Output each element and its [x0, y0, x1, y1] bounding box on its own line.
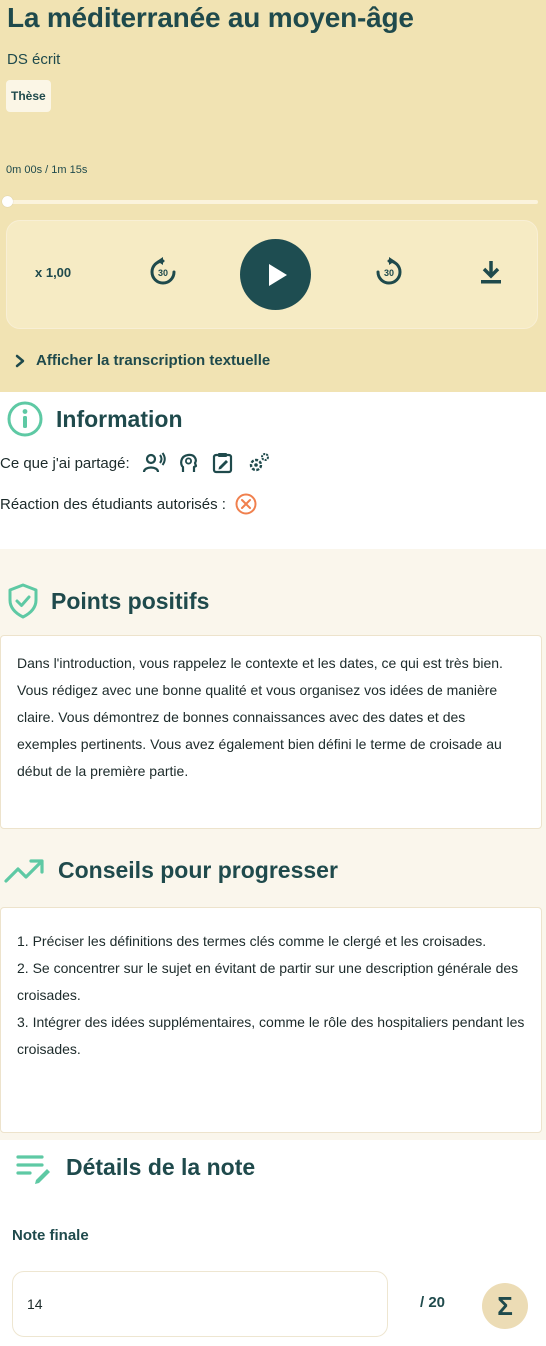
assignment-type: DS écrit: [7, 51, 61, 68]
forward-icon: [373, 256, 405, 288]
positives-card: [0, 635, 542, 829]
information-heading: Information: [6, 400, 183, 438]
advice-card: [0, 907, 542, 1133]
speed-button[interactable]: x 1,00: [35, 265, 72, 280]
progress-thumb[interactable]: [2, 196, 13, 207]
shared-row: [0, 452, 271, 474]
info-icon: [6, 400, 44, 438]
forward-30-button[interactable]: [373, 256, 405, 288]
audio-header: [0, 0, 546, 392]
positives-text: Dans l'introduction, vous rappelez le contexte et les dates, ce qui est très bien. Vous rédigez avec une bonne qualité et vous organisez vos idées de manière claire. Vous démontrez de bonnes connaissances avec des dates et des exemples pertinents. Vous avez également bien défini le terme de croisade au début de la première partie.: [17, 655, 503, 779]
sum-button[interactable]: Σ: [482, 1283, 528, 1329]
positives-section: [0, 549, 546, 850]
trending-up-icon: [4, 858, 46, 884]
information-section: [0, 392, 546, 549]
grade-heading: Détails de la note: [16, 1150, 255, 1184]
voice-icon: [142, 452, 166, 474]
rewind-30-button[interactable]: [147, 256, 179, 288]
player-controls: [6, 220, 538, 329]
edit-note-icon: [212, 452, 234, 474]
not-allowed-icon: [234, 492, 258, 516]
svg-text:30: 30: [383, 268, 395, 278]
final-grade-label: Note finale: [12, 1227, 89, 1244]
brain-head-icon: [179, 452, 199, 474]
page-title: La méditerranée au moyen-âge: [7, 2, 414, 33]
rewind-icon: [147, 256, 179, 288]
download-button[interactable]: [477, 258, 505, 286]
shield-check-icon: [7, 583, 39, 619]
reaction-label: Réaction des étudiants autorisés :: [0, 495, 226, 513]
grade-max: / 20: [420, 1294, 446, 1311]
grade-section: [0, 1140, 546, 1346]
advice-item: 3. Intégrer des idées supplémentaires, comme le rôle des hospitaliers pendant les croisades.: [17, 1014, 525, 1057]
tag-badge: Thèse: [6, 80, 51, 112]
advice-item: 1. Préciser les définitions des termes clés comme le clergé et les croisades.: [17, 933, 487, 949]
transcript-label: Afficher la transcription textuelle: [36, 352, 271, 369]
play-button[interactable]: [240, 239, 311, 310]
progress-track[interactable]: [6, 200, 538, 204]
edit-list-icon: [16, 1150, 54, 1184]
reaction-row: [0, 492, 258, 516]
play-icon: [261, 260, 291, 290]
final-grade-input[interactable]: [12, 1271, 388, 1337]
transcript-toggle[interactable]: [14, 352, 270, 369]
advice-item: 2. Se concentrer sur le sujet en évitant de partir sur une description générale des croisades.: [17, 960, 519, 1003]
svg-text:30: 30: [157, 268, 169, 278]
settings-gears-icon: [247, 452, 271, 474]
advice-heading: Conseils pour progresser: [4, 857, 338, 884]
time-readout: 0m 00s / 1m 15s: [6, 164, 88, 176]
chevron-right-icon: [14, 354, 26, 368]
positives-heading: Points positifs: [7, 583, 209, 619]
advice-section: [0, 850, 546, 1140]
download-icon: [479, 259, 503, 285]
shared-label: Ce que j'ai partagé:: [0, 454, 130, 472]
